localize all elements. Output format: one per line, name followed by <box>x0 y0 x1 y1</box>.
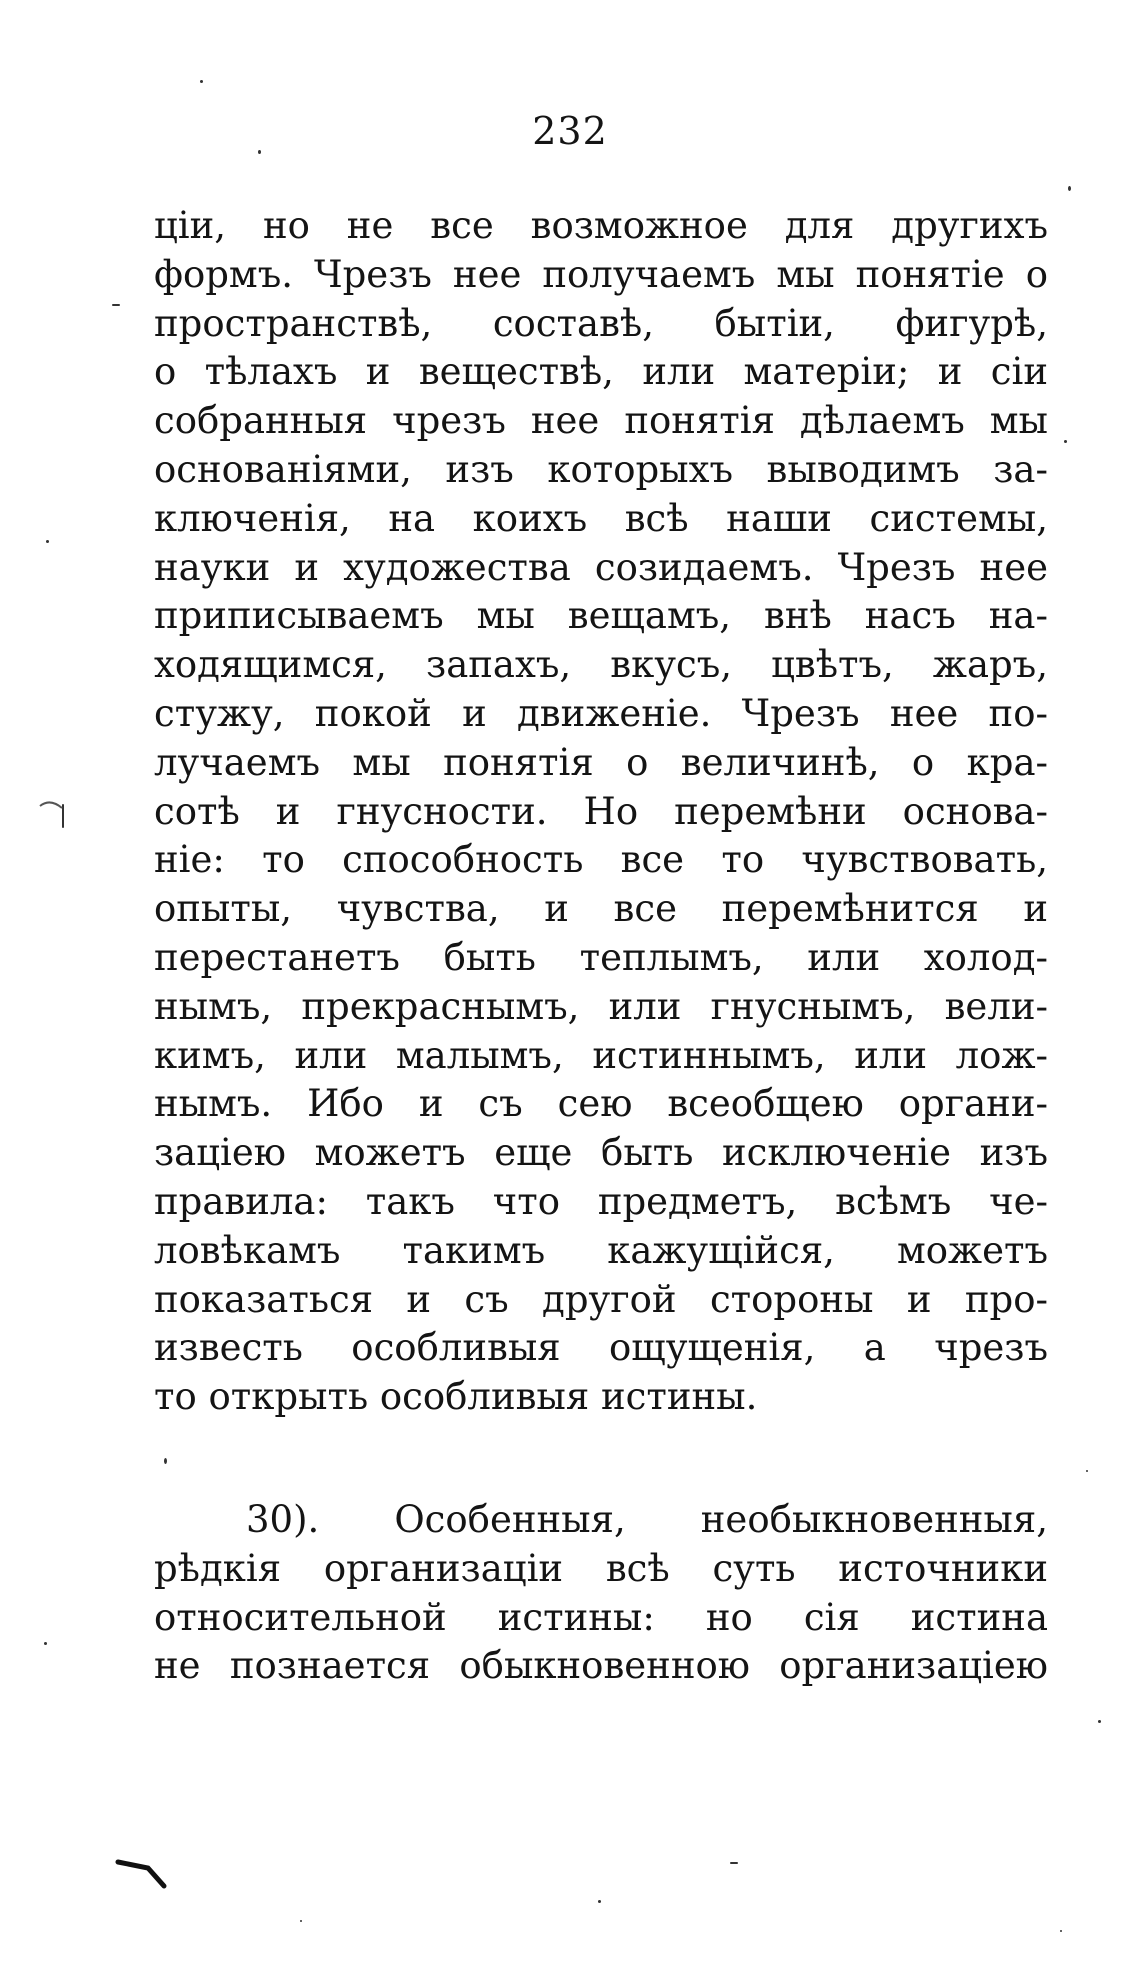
text-line: опыты, чувства, и все перемѣнится и <box>154 887 1048 931</box>
text-line: о тѣлахъ и веществѣ, или матеріи; и сіи <box>154 350 1048 394</box>
text-line: то открыть особливыя истины. <box>154 1375 758 1419</box>
text-line: стужу, покой и движеніе. Чрезъ нее по- <box>154 691 1048 735</box>
scan-speck <box>164 1458 167 1464</box>
text-line: науки и художества созидаемъ. Чрезъ нее <box>154 545 1048 589</box>
text-line: известь особливыя ощущенія, а чрезъ <box>154 1326 1048 1370</box>
scan-speck <box>1086 1470 1088 1472</box>
text-line: не познается обыкновенною организаціею <box>154 1644 1048 1688</box>
scan-speck <box>258 150 261 154</box>
scan-speck <box>1064 440 1067 443</box>
paragraph-2 <box>154 1496 1048 1691</box>
text-line: собранныя чрезъ нее понятія дѣлаемъ мы <box>154 399 1048 443</box>
text-line: правила: такъ что предметъ, всѣмъ че- <box>154 1179 1048 1223</box>
text-line: основаніями, изъ которыхъ выводимъ за- <box>154 447 1048 491</box>
text-line: заціею можетъ еще быть исключеніе изъ <box>154 1131 1048 1175</box>
scan-speck <box>730 1862 738 1864</box>
text-line: формъ. Чрезъ нее получаемъ мы понятіе о <box>154 252 1048 296</box>
scan-speck <box>112 304 120 306</box>
scan-speck <box>300 1920 302 1922</box>
scan-speck <box>44 1642 47 1645</box>
text-line: ловѣкамъ такимъ кажущійся, можетъ <box>154 1228 1048 1272</box>
text-line: нымъ. Ибо и съ сею всеобщею органи- <box>154 1082 1048 1126</box>
text-line: ніе: то способность все то чувствовать, <box>154 838 1048 882</box>
text-line: ціи, но не все возможное для другихъ <box>154 204 1048 247</box>
text-line: сотѣ и гнусности. Но перемѣни основа- <box>154 789 1048 833</box>
text-line: приписываемъ мы вещамъ, внѣ насъ на- <box>154 594 1048 638</box>
page-number: 232 <box>532 109 608 153</box>
text-line: рѣдкія организаціи всѣ суть источники <box>154 1546 1048 1590</box>
text-line: нымъ, прекраснымъ, или гнуснымъ, вели- <box>154 984 1048 1028</box>
scan-speck <box>1098 1720 1101 1723</box>
text-line: лучаемъ мы понятія о величинѣ, о кра- <box>154 740 1048 784</box>
scan-speck <box>62 804 64 828</box>
scan-speck <box>1068 186 1071 191</box>
scan-speck <box>46 540 49 543</box>
text-line: 30). Особенныя, необыкновенныя, <box>246 1498 1048 1541</box>
paragraph-1 <box>154 202 1048 1422</box>
scan-speck <box>200 80 203 83</box>
text-line: показаться и съ другой стороны и про- <box>154 1277 1048 1321</box>
text-line: пространствѣ, составѣ, бытіи, фигурѣ, <box>154 301 1048 345</box>
text-line: перестанетъ быть теплымъ, или холод- <box>154 935 1048 979</box>
scan-speck <box>598 1900 601 1903</box>
text-line: кимъ, или малымъ, истиннымъ, или лож- <box>154 1033 1048 1077</box>
scan-speck <box>1060 1930 1062 1932</box>
text-line: ходящимся, запахъ, вкусъ, цвѣтъ, жаръ, <box>154 643 1048 687</box>
text-line: относительной истины: но сія истина <box>154 1595 1048 1639</box>
text-line: ключенія, на коихъ всѣ наши системы, <box>154 496 1048 540</box>
